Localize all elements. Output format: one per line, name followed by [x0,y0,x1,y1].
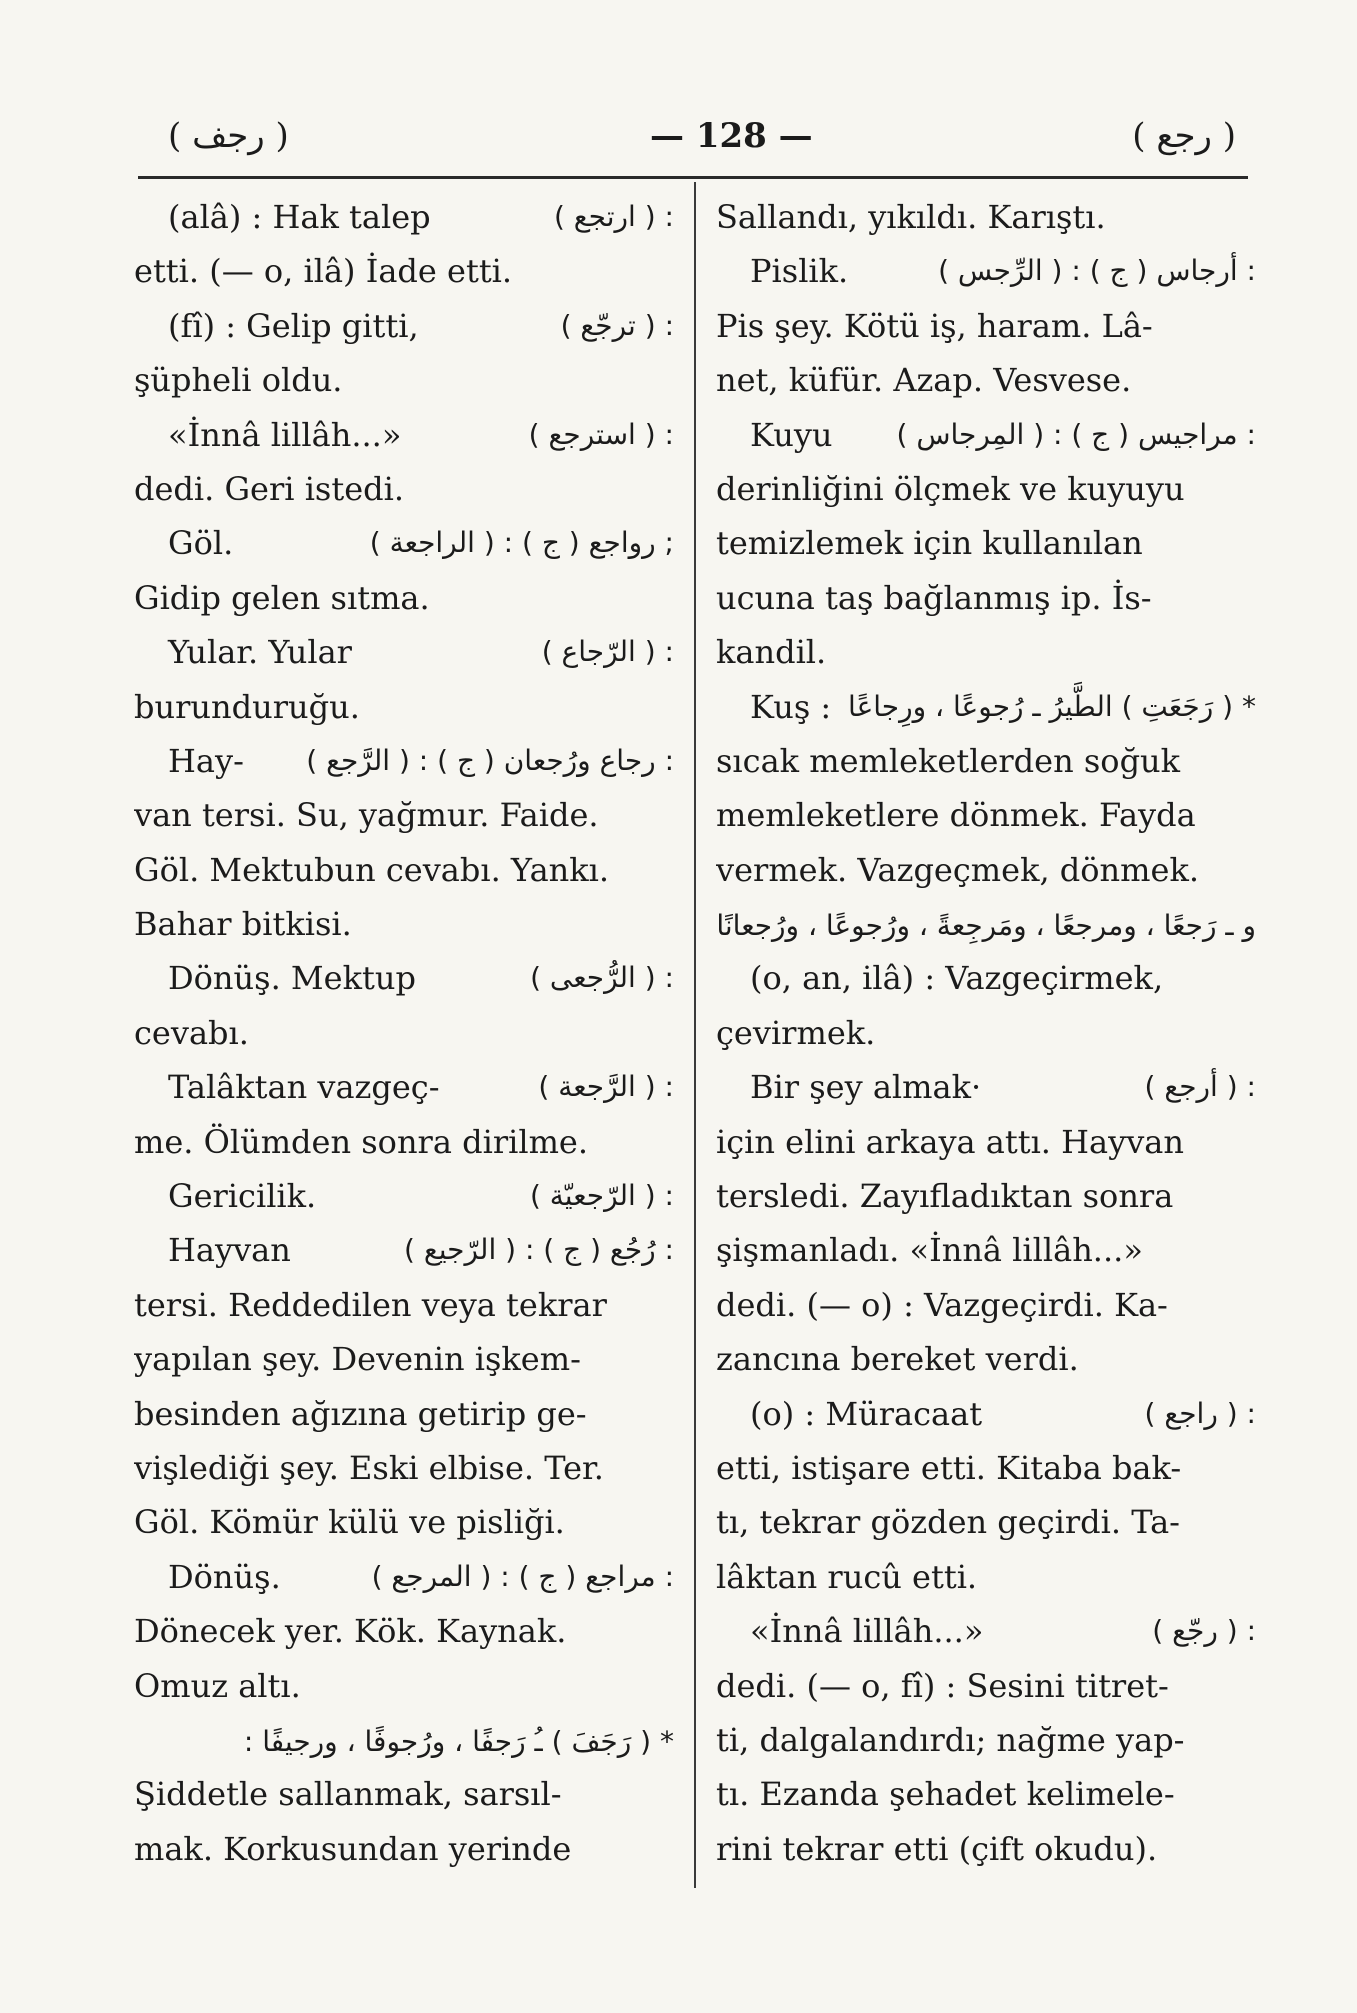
definition-text: dedi. (— o, fî) : Sesini titret- [716,1666,1169,1705]
text-line [716,788,1256,842]
text-line [716,1060,1256,1114]
definition-text: Talâktan vazgeç- [168,1068,440,1107]
text-line [716,897,1256,951]
definition-text: etti. (— o, ilâ) İade etti. [134,252,513,291]
definition-text: Kuş : [750,687,832,726]
definition-text: Bir şey almak· [750,1068,982,1107]
definition-text: vermek. Vazgeçmek, dönmek. [716,850,1199,889]
text-line [716,1441,1256,1495]
arabic-headword: : ( الرَّجعة ) [538,1070,674,1104]
text-line [134,1060,674,1114]
arabic-headword: : رجاع ورُجعان ( ج ) : ( الرَّجع ) [306,743,674,777]
text-line [134,462,674,516]
text-line [134,571,674,625]
definition-text: yapılan şey. Devenin işkem- [134,1340,581,1379]
definition-text: «İnnâ lillâh...» [750,1612,984,1651]
definition-text: Hayvan [168,1231,291,1270]
header-rule [138,176,1248,179]
definition-text: Omuz altı. [134,1666,301,1705]
text-line [134,408,674,462]
definition-text: temizlemek için kullanılan [716,524,1143,563]
definition-text: rini tekrar etti (çift okudu). [716,1829,1158,1868]
text-line [716,1278,1256,1332]
arabic-headword: : مراجع ( ج ) : ( المرجع ) [371,1559,674,1593]
arabic-headword: : مراجيس ( ج ) : ( المِرجاس ) [896,417,1256,451]
text-line [134,1441,674,1495]
definition-text: burunduruğu. [134,687,360,726]
definition-text: ti, dalgalandırdı; nağme yap- [716,1720,1185,1759]
definition-text: net, küfür. Azap. Vesvese. [716,361,1132,400]
definition-text: Dönecek yer. Kök. Kaynak. [134,1612,567,1651]
text-line [134,516,674,570]
text-line [716,353,1256,407]
text-line [716,1332,1256,1386]
definition-text: Bahar bitkisi. [134,905,352,944]
arabic-headword: * ( رَجَفَ ) ـُ رَجفًا ، ورُجوفًا ، ورجيفًا : [243,1724,674,1758]
definition-text: Gericilik. [168,1177,317,1216]
arabic-headword: : ( استرجع ) [528,417,674,451]
definition-text: Sallandı, yıkıldı. Karıştı. [716,198,1106,236]
text-line [716,1006,1256,1060]
definition-text: çevirmek. [716,1013,876,1052]
text-line [716,571,1256,625]
text-line [716,625,1256,679]
definition-text: Yular. Yular [168,633,352,672]
text-line [134,244,674,298]
text-line [134,788,674,842]
definition-text: (o) : Müracaat [750,1394,983,1433]
definition-text: Pislik. [750,252,849,291]
text-line [716,1387,1256,1441]
text-line [716,1550,1256,1604]
text-line [716,1767,1256,1821]
text-line [716,843,1256,897]
text-line [716,408,1256,462]
text-line [716,680,1256,734]
definition-text: cevabı. [134,1013,249,1052]
text-line [716,462,1256,516]
definition-text: kandil. [716,633,827,672]
definition-text: dedi. (— o) : Vazgeçirdi. Ka- [716,1285,1168,1324]
definition-text: Hay- [168,741,244,780]
definition-text: Göl. Kömür külü ve pisliği. [134,1503,565,1542]
text-line [134,734,674,788]
text-line [134,843,674,897]
text-line [134,1495,674,1549]
header-right-entry: ( رجع ) [1132,116,1236,156]
text-line [716,1115,1256,1169]
arabic-headword: : ( الرّجعيّة ) [529,1179,674,1213]
text-line [134,897,674,951]
definition-text: şüpheli oldu. [134,361,343,400]
arabic-headword: : ( الرُّجعى ) [530,961,674,995]
page-header [150,108,1240,168]
arabic-headword: : ( رجّع ) [1152,1614,1256,1648]
column-divider [694,182,696,1888]
definition-text: Şiddetle sallanmak, sarsıl- [134,1775,562,1814]
text-line [716,734,1256,788]
text-line [134,353,674,407]
text-line [134,1006,674,1060]
text-line [134,1713,674,1767]
definition-text: derinliğini ölçmek ve kuyuyu [716,469,1185,508]
text-line [134,680,674,734]
text-line [134,1659,674,1713]
text-line [134,1115,674,1169]
page-number: — 128 — [650,116,813,156]
text-line [716,516,1256,570]
definition-text: Pis şey. Kötü iş, haram. Lâ- [716,306,1153,345]
definition-text: lâktan rucû etti. [716,1557,978,1596]
definition-text: memleketlere dönmek. Fayda [716,796,1196,835]
definition-text: me. Ölümden sonra dirilme. [134,1122,589,1161]
left-column [134,190,674,1890]
arabic-headword: : ( أرجع ) [1144,1070,1256,1104]
arabic-headword: ; رواجع ( ج ) : ( الراجعة ) [369,526,674,560]
definition-text: tı, tekrar gözden geçirdi. Ta- [716,1503,1180,1542]
text-line [716,1495,1256,1549]
arabic-headword: : ( ترجّع ) [560,308,674,342]
definition-text: (o, an, ilâ) : Vazgeçirmek, [750,959,1164,998]
definition-text: Dönüş. Mektup [168,959,416,998]
text-line [716,1604,1256,1658]
definition-text: Dönüş. [168,1557,281,1596]
definition-text: vişlediği şey. Eski elbise. Ter. [134,1448,604,1487]
definition-text: tersi. Reddedilen veya tekrar [134,1285,607,1324]
text-line [716,1713,1256,1767]
text-line [134,1387,674,1441]
text-line [134,1223,674,1277]
definition-text: için elini arkaya attı. Hayvan [716,1122,1184,1161]
text-line [716,1223,1256,1277]
text-line [716,190,1256,244]
text-line [134,951,674,1005]
definition-text: Kuyu [750,415,833,454]
text-line [716,1822,1256,1876]
text-line [716,1659,1256,1713]
text-line [134,625,674,679]
definition-text: (alâ) : Hak talep [168,198,431,236]
text-line [134,1278,674,1332]
definition-text: şişmanladı. «İnnâ lillâh...» [716,1231,1143,1270]
text-line [716,1169,1256,1223]
text-line [134,1604,674,1658]
definition-text: Gidip gelen sıtma. [134,578,430,617]
definition-text: tersledi. Zayıfladıktan sonra [716,1177,1174,1216]
text-line [134,1767,674,1821]
text-line [134,1550,674,1604]
definition-text: van tersi. Su, yağmur. Faide. [134,796,599,835]
definition-text: etti, istişare etti. Kitaba bak- [716,1448,1182,1487]
text-line [134,299,674,353]
arabic-headword: و ـ رَجعًا ، ومرجعًا ، ومَرجِعةً ، ورُجوعًا ، ورُجعانًا [716,909,1256,943]
definition-text: Göl. [168,524,234,563]
arabic-headword: : ( راجع ) [1144,1396,1256,1430]
definition-text: (fî) : Gelip gitti, [168,306,419,345]
text-line [716,951,1256,1005]
definition-text: tı. Ezanda şehadet kelimele- [716,1775,1175,1814]
definition-text: «İnnâ lillâh...» [168,415,402,454]
right-column [716,190,1256,1890]
arabic-headword: * ( رَجَعَتِ ) الطَّيرُ ـ رُجوعًا ، ورِجاعًا [848,689,1256,723]
arabic-headword: : رُجُع ( ج ) : ( الرّجيع ) [404,1233,674,1267]
text-line [134,1169,674,1223]
arabic-headword: : ( ارتجع ) [553,200,674,233]
definition-text: zancına bereket verdi. [716,1340,1079,1379]
definition-text: sıcak memleketlerden soğuk [716,741,1181,780]
text-line [134,1332,674,1386]
definition-text: besinden ağızına getirip ge- [134,1394,587,1433]
header-left-entry: ( رجف ) [168,116,289,156]
text-line [134,1822,674,1876]
definition-text: ucuna taş bağlanmış ip. İs- [716,578,1152,617]
text-line [134,190,674,244]
text-line [716,299,1256,353]
arabic-headword: : أرجاس ( ج ) : ( الرِّجس ) [938,254,1256,288]
definition-text: mak. Korkusundan yerinde [134,1829,572,1868]
definition-text: Göl. Mektubun cevabı. Yankı. [134,850,610,889]
arabic-headword: : ( الرّجاع ) [541,635,674,669]
text-line [716,244,1256,298]
definition-text: dedi. Geri istedi. [134,469,405,508]
